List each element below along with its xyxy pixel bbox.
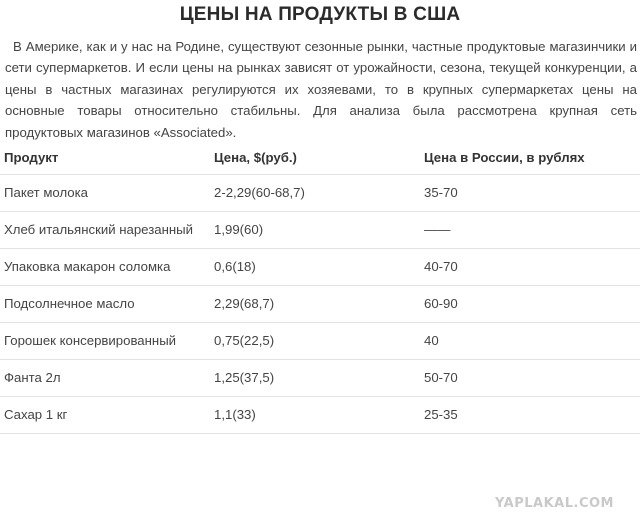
watermark: YAPLAKAL.COM bbox=[495, 496, 614, 511]
cell-price-russia: —— bbox=[420, 211, 640, 248]
table-header-row bbox=[0, 144, 640, 174]
page-title: ЦЕНЫ НА ПРОДУКТЫ В США bbox=[179, 4, 461, 25]
cell-product: Фанта 2л bbox=[0, 359, 210, 396]
cell-product: Подсолнечное масло bbox=[0, 285, 210, 322]
cell-price-usd: 0,6(18) bbox=[210, 248, 420, 285]
table-row bbox=[0, 211, 640, 248]
cell-price-usd: 2-2,29(60-68,7) bbox=[210, 174, 420, 211]
cell-price-usd: 1,25(37,5) bbox=[210, 359, 420, 396]
table-row bbox=[0, 322, 640, 359]
cell-product: Пакет молока bbox=[0, 174, 210, 211]
cell-product: Горошек консервированный bbox=[0, 322, 210, 359]
cell-price-usd: 1,1(33) bbox=[210, 396, 420, 433]
table-row bbox=[0, 174, 640, 211]
cell-price-russia: 40-70 bbox=[420, 248, 640, 285]
cell-product: Хлеб итальянский нарезанный bbox=[0, 211, 210, 248]
cell-price-usd: 1,99(60) bbox=[210, 211, 420, 248]
table-row bbox=[0, 285, 640, 322]
header-product: Продукт bbox=[4, 150, 59, 165]
price-table bbox=[0, 144, 640, 434]
cell-price-russia: 50-70 bbox=[420, 359, 640, 396]
cell-price-usd: 0,75(22,5) bbox=[210, 322, 420, 359]
table-row bbox=[0, 396, 640, 433]
header-price-russia: Цена в России, в рублях bbox=[424, 150, 585, 165]
header-price-usd: Цена, $(руб.) bbox=[214, 150, 297, 165]
cell-product: Упаковка макарон соломка bbox=[0, 248, 210, 285]
intro-paragraph: В Америке, как и у нас на Родине, существуют сезонные рынки, частные продуктовые магазинчики и сети супермаркетов. И если цены на рынках зависят от урожайности, сезона, текущей конкуренции, а цены в частных магазинах регулируются их хозяевами, то в крупных супермаркетах цены на основные товары относительно стабильны. Для анализа была рассмотрена крупная сеть продуктовых магазинов «Associated». bbox=[5, 39, 637, 140]
cell-price-russia: 25-35 bbox=[420, 396, 640, 433]
cell-price-russia: 35-70 bbox=[420, 174, 640, 211]
cell-price-russia: 40 bbox=[420, 322, 640, 359]
table-row bbox=[0, 359, 640, 396]
cell-product: Сахар 1 кг bbox=[0, 396, 210, 433]
cell-price-russia: 60-90 bbox=[420, 285, 640, 322]
table-row bbox=[0, 248, 640, 285]
cell-price-usd: 2,29(68,7) bbox=[210, 285, 420, 322]
